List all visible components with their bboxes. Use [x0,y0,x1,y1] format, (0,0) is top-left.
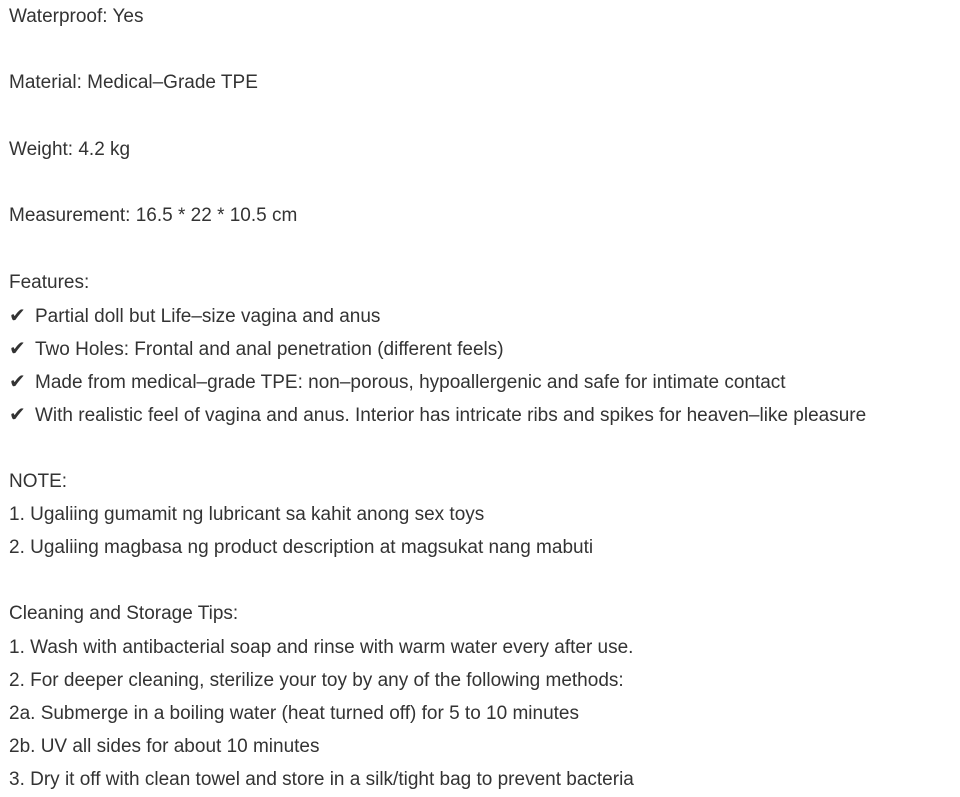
spacer [9,232,954,265]
feature-item [9,398,954,431]
feature-item [9,299,954,332]
spec-measurement: Measurement: 16.5 * 22 * 10.5 cm [9,205,298,227]
feature-text: With realistic feel of vagina and anus. Interior has intricate ribs and spikes for heaven–like pleasure [35,405,867,427]
spacer [9,33,954,66]
note-item: 1. Ugaliing gumamit ng lubricant sa kahit anong sex toys [9,503,485,525]
product-description [9,0,954,797]
checkmark-icon: ✔ [9,335,26,360]
feature-item [9,332,954,365]
feature-text: Partial doll but Life–size vagina and anus [35,305,381,327]
feature-text: Two Holes: Frontal and anal penetration (different feels) [35,338,504,360]
note-heading: NOTE: [9,470,68,492]
note-item: 2. Ugaliing magbasa ng product description at magsukat nang mabuti [9,537,594,558]
spec-weight: Weight: 4.2 kg [9,138,131,160]
spacer [9,100,954,133]
feature-item [9,365,954,398]
cleaning-item: 2b. UV all sides for about 10 minutes [9,736,320,758]
features-heading: Features: [9,271,90,293]
cleaning-item: 2. For deeper cleaning, sterilize your toy by any of the following methods: [9,669,624,691]
spacer [9,431,954,464]
cleaning-item: 3. Dry it off with clean towel and store in a silk/tight bag to prevent bacteria [9,769,634,791]
spec-material: Material: Medical–Grade TPE [9,72,258,94]
checkmark-icon: ✔ [9,402,26,427]
spacer [9,564,954,597]
cleaning-item: 2a. Submerge in a boiling water (heat turned off) for 5 to 10 minutes [9,702,579,724]
spacer [9,166,954,199]
feature-text: Made from medical–grade TPE: non–porous, hypoallergenic and safe for intimate contact [35,372,786,394]
spec-waterproof: Waterproof: Yes [9,6,144,27]
cleaning-item: 1. Wash with antibacterial soap and rinse with warm water every after use. [9,636,634,658]
cleaning-heading: Cleaning and Storage Tips: [9,603,239,625]
checkmark-icon: ✔ [9,369,26,394]
checkmark-icon: ✔ [9,302,26,327]
